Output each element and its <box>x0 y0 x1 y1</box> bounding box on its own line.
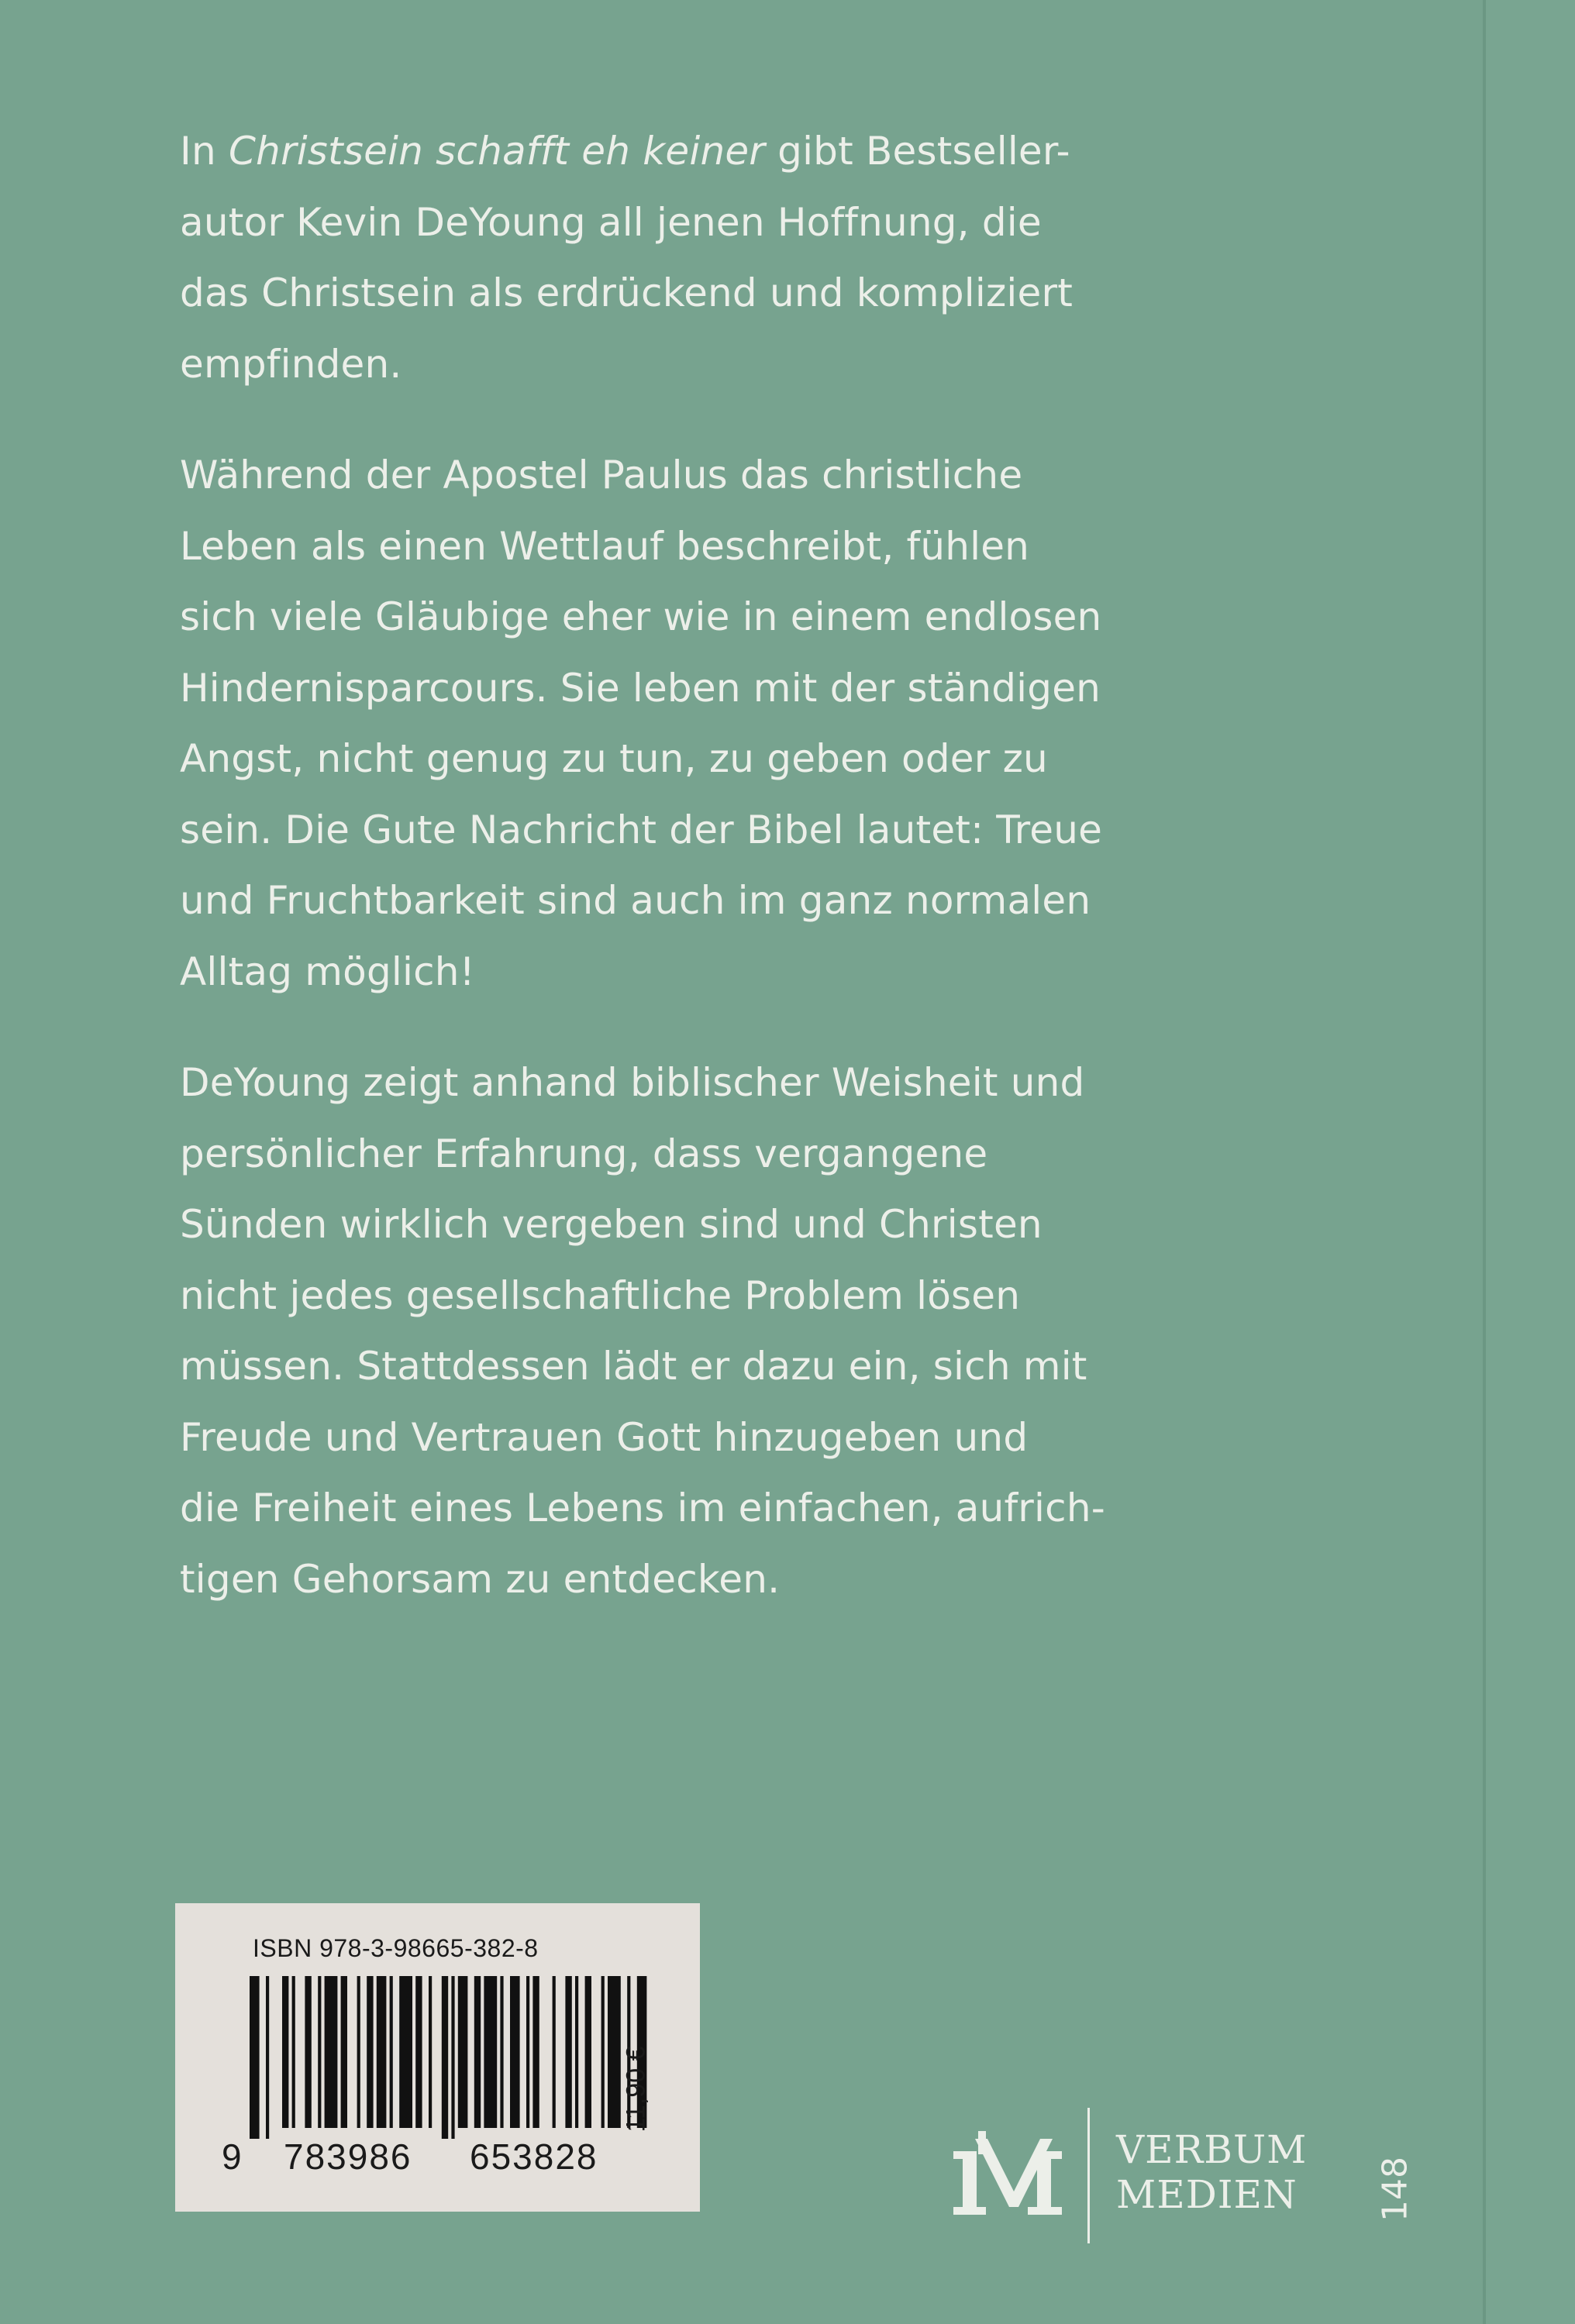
publisher-name-line-2: MEDIEN <box>1116 2172 1298 2217</box>
blurb-line: Angst, nicht genug zu tun, zu geben oder zu <box>180 736 1048 781</box>
blurb-paragraph-1 <box>180 116 1234 400</box>
book-title-italic: Christsein schafft eh keiner <box>228 129 766 174</box>
price-wrapper <box>621 2012 652 2167</box>
blurb-line: sich viele Gläubige eher wie in einem endlosen <box>180 594 1102 639</box>
blurb-line: Während der Apostel Paulus das christliche <box>180 453 1023 498</box>
blurb-line: die Freiheit eines Lebens im einfachen, aufrich- <box>180 1486 1105 1530</box>
barcode-icon <box>250 1976 753 2139</box>
barcode-digits <box>222 2136 598 2178</box>
blurb-line: und Fruchtbarkeit sind auch im ganz normalen <box>180 878 1091 923</box>
blurb-line: autor Kevin DeYoung all jenen Hoffnung, die <box>180 199 1042 245</box>
blurb-line: Sünden wirklich vergeben sind und Christen <box>180 1202 1043 1247</box>
logo-divider <box>1087 2108 1090 2243</box>
page-count-wrapper <box>1372 2147 1418 2232</box>
blurb-paragraph-3 <box>180 1048 1234 1615</box>
publisher-name <box>1116 2127 1307 2217</box>
barcode-right-digits: 653828 <box>470 2136 598 2177</box>
blurb-paragraph-2 <box>180 440 1234 1007</box>
page-count: 148 <box>1375 2157 1415 2222</box>
isbn-label: ISBN 978-3-98665-382-8 <box>253 1934 539 1962</box>
back-cover-blurb <box>180 116 1234 1655</box>
blurb-line <box>180 116 1234 188</box>
barcode-lead-digit: 9 <box>222 2136 243 2177</box>
blurb-line: müssen. Stattdessen lädt er dazu ein, sich mit <box>180 1344 1087 1389</box>
blurb-line: Hindernisparcours. Sie leben mit der ständigen <box>180 665 1101 711</box>
blurb-line: Alltag möglich! <box>180 949 475 994</box>
text-run: gibt Bestseller- <box>765 129 1070 174</box>
blurb-line: Leben als einen Wettlauf beschreibt, fühlen <box>180 523 1030 569</box>
blurb-line: persönlicher Erfahrung, dass vergangene <box>180 1131 988 1176</box>
price-label: 11,90 € <box>621 2046 651 2133</box>
blurb-line: DeYoung zeigt anhand biblischer Weisheit und <box>180 1060 1085 1105</box>
verbum-medien-logo-icon <box>953 2131 1070 2224</box>
text-run: In <box>180 129 229 174</box>
blurb-line: empfinden. <box>180 341 402 387</box>
blurb-line: nicht jedes gesellschaftliche Problem lösen <box>180 1272 1021 1318</box>
blurb-line: das Christsein als erdrückend und kompliziert <box>180 270 1074 315</box>
barcode-panel <box>175 1903 700 2212</box>
barcode-left-digits: 783986 <box>284 2136 412 2177</box>
blurb-line: tigen Gehorsam zu entdecken. <box>180 1556 781 1602</box>
blurb-line: sein. Die Gute Nachricht der Bibel lautet: Treue <box>180 807 1103 852</box>
publisher-name-line-1: VERBUM <box>1116 2127 1308 2172</box>
spine <box>1486 0 1575 2324</box>
blurb-line: Freude und Vertrauen Gott hinzugeben und <box>180 1414 1029 1460</box>
